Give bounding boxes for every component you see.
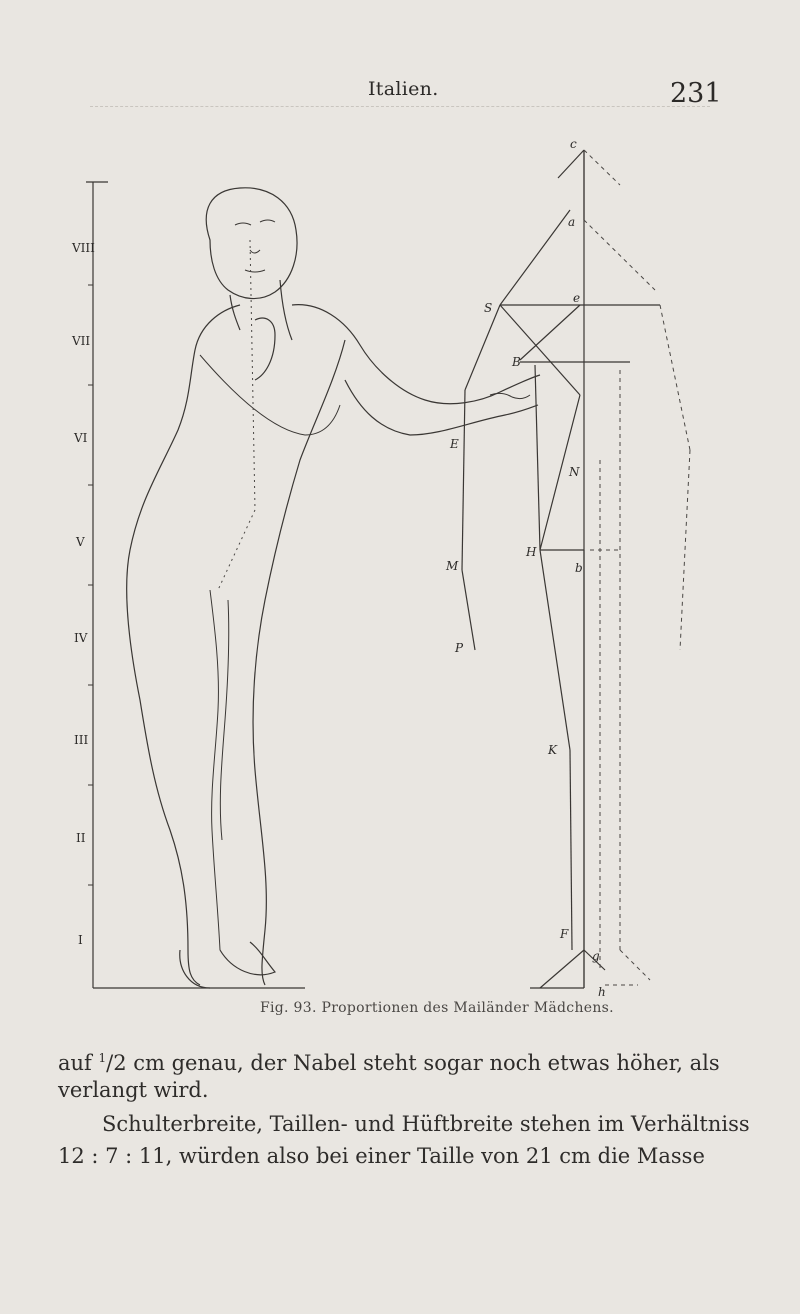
figure-outline [127, 188, 540, 988]
scale-bar [71, 182, 305, 988]
scale-label-ii: II [76, 831, 86, 845]
body-line-4: 12 : 7 : 11, würden also bei einer Taille von 21 cm die Masse [58, 1144, 705, 1168]
label-s: S [484, 301, 493, 315]
proportion-figure [60, 130, 740, 1000]
scale-label-i: I [78, 933, 83, 947]
body-line-1-pre: auf [58, 1051, 99, 1075]
body-line-1-post: cm genau, der Nabel steht sogar noch etwas höher, als [126, 1051, 720, 1075]
scale-label-viii: VIII [72, 241, 95, 255]
label-e: e [573, 291, 581, 305]
label-a: a [568, 215, 576, 229]
label-e-upper: E [450, 437, 459, 451]
figure-caption: Fig. 93. Proportionen des Mailänder Mädchens. [260, 1000, 614, 1016]
fraction-numerator: 1 [98, 1051, 107, 1065]
label-p: P [455, 641, 464, 655]
label-b: b [575, 561, 583, 575]
scale-label-vi: VI [74, 431, 88, 445]
scale-label-vii: VII [72, 334, 91, 348]
running-head-title: Italien. [368, 78, 439, 100]
body-line-2: verlangt wird. [58, 1078, 209, 1102]
fraction-denominator: /2 [106, 1051, 127, 1075]
label-h-lower: h [598, 985, 606, 999]
scale-label-iii: III [74, 733, 89, 747]
label-g: g [592, 949, 600, 963]
label-h: H [526, 545, 537, 559]
body-line-3: Schulterbreite, Taillen- und Hüftbreite stehen im Verhältniss [102, 1112, 750, 1136]
label-k: K [548, 743, 557, 757]
scale-label-v: V [76, 535, 85, 549]
label-f: F [560, 927, 569, 941]
point-labels [445, 137, 606, 999]
label-b-upper: B [512, 355, 521, 369]
label-c: c [570, 137, 577, 151]
label-m: M [446, 559, 459, 573]
page-number: 231 [670, 78, 722, 109]
scale-label-iv: IV [74, 631, 88, 645]
header-rule [90, 106, 710, 107]
label-n: N [569, 465, 580, 479]
